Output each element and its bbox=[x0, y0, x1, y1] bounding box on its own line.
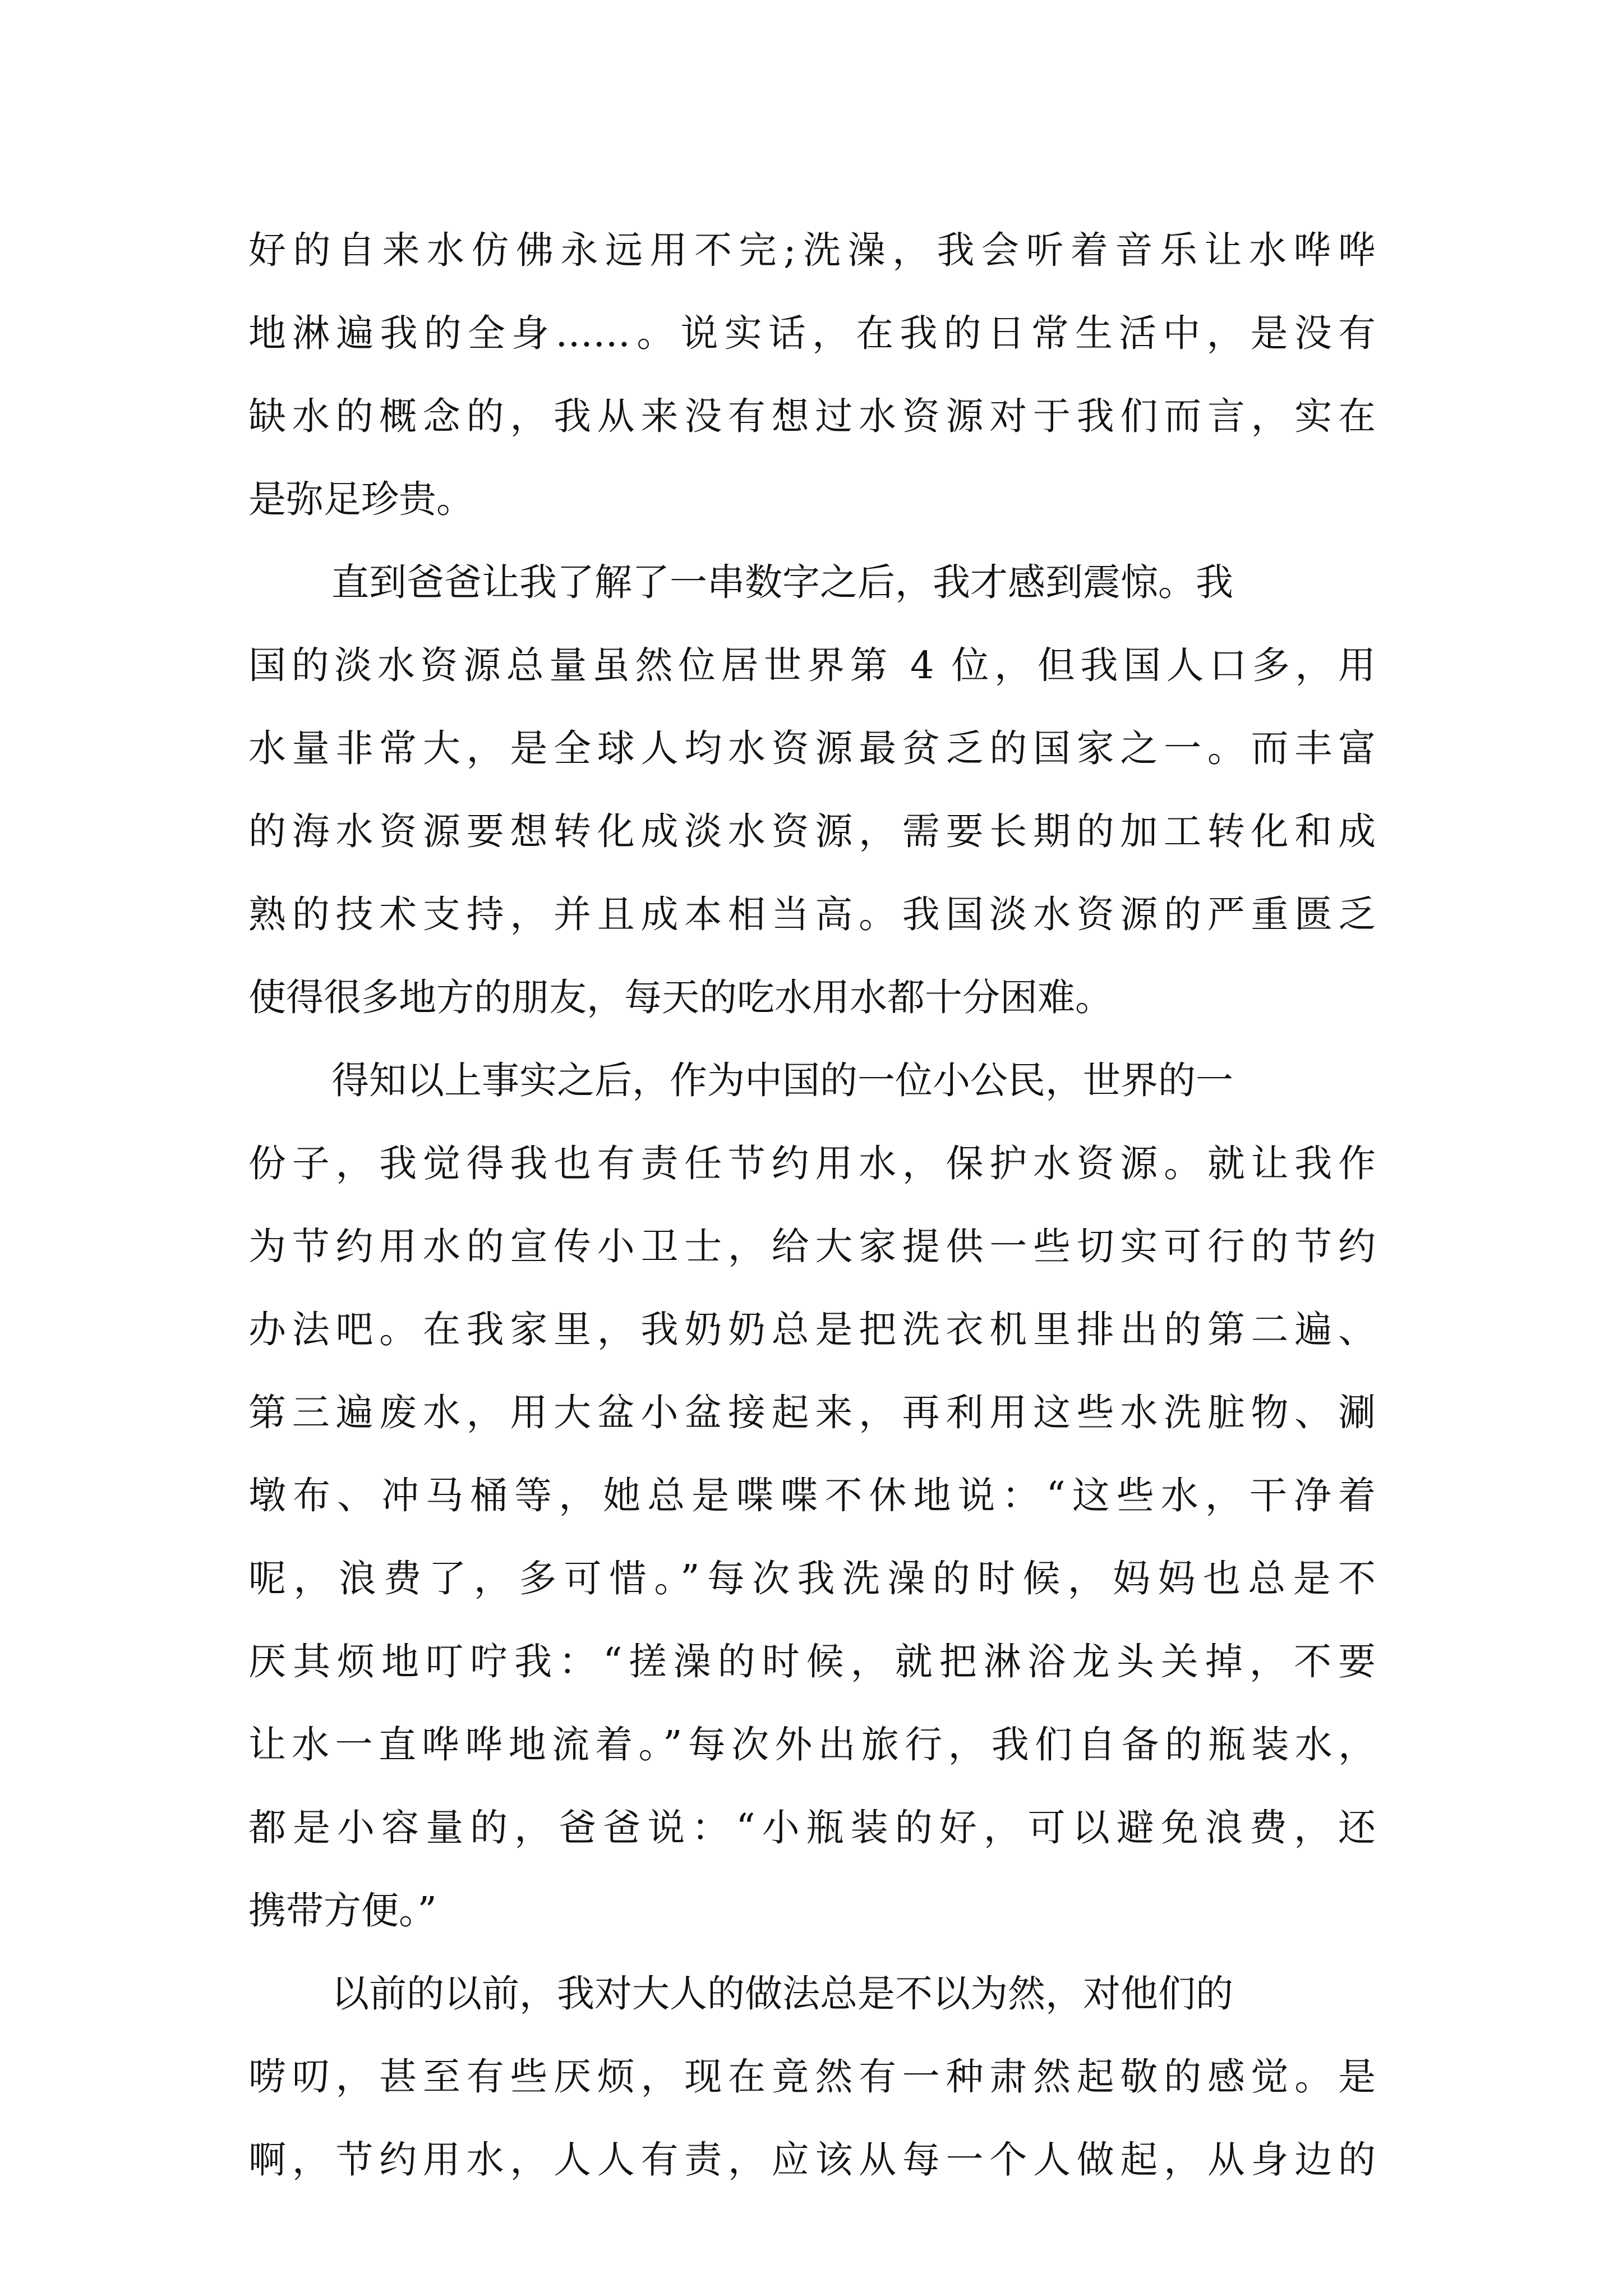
text-line: 都是小容量的，爸爸说：“小瓶装的好，可以避免浪费，还 bbox=[248, 1806, 1376, 1849]
text-line: 呢，浪费了，多可惜。”每次我洗澡的时候，妈妈也总是不 bbox=[248, 1557, 1376, 1600]
text-line: 的海水资源要想转化成淡水资源，需要长期的加工转化和成 bbox=[248, 809, 1376, 853]
text-line: 地淋遍我的全身……。说实话，在我的日常生活中，是没有 bbox=[248, 311, 1376, 355]
text-line: 直到爸爸让我了解了一串数字之后，我才感到震惊。我 bbox=[331, 560, 1233, 604]
text-line: 携带方便。” bbox=[248, 1889, 437, 1932]
text-line: 熟的技术支持，并且成本相当高。我国淡水资源的严重匮乏 bbox=[248, 892, 1376, 936]
text-line: 国的淡水资源总量虽然位居世界第 4 位，但我国人口多，用 bbox=[248, 643, 1376, 687]
text-line: 得知以上事实之后，作为中国的一位小公民，世界的一 bbox=[331, 1059, 1233, 1102]
body-text bbox=[248, 209, 1376, 2201]
text-line: 缺水的概念的，我从来没有想过水资源对于我们而言，实在 bbox=[248, 394, 1376, 438]
paragraph-2 bbox=[248, 541, 1376, 1039]
text-line: 份子，我觉得我也有责任节约用水，保护水资源。就让我作 bbox=[248, 1142, 1376, 1185]
text-line: 为节约用水的宣传小卫士，给大家提供一些切实可行的节约 bbox=[248, 1225, 1376, 1268]
text-line: 好的自来水仿佛永远用不完;洗澡，我会听着音乐让水哗哗 bbox=[248, 228, 1376, 272]
text-line: 第三遍废水，用大盆小盆接起来，再利用这些水洗脏物、涮 bbox=[248, 1391, 1376, 1434]
text-line: 办法吧。在我家里，我奶奶总是把洗衣机里排出的第二遍、 bbox=[248, 1308, 1376, 1351]
text-line: 墩布、冲马桶等，她总是喋喋不休地说：“这些水，干净着 bbox=[248, 1474, 1376, 1517]
paragraph-3 bbox=[248, 1039, 1376, 1952]
text-line: 啊，节约用水，人人有责，应该从每一个人做起，从身边的 bbox=[248, 2138, 1376, 2182]
text-line: 厌其烦地叮咛我：“搓澡的时候，就把淋浴龙头关掉，不要 bbox=[248, 1640, 1376, 1683]
paragraph-1 bbox=[248, 209, 1376, 541]
text-line: 以前的以前，我对大人的做法总是不以为然，对他们的 bbox=[331, 1972, 1233, 2016]
paragraph-4 bbox=[248, 1952, 1376, 2201]
text-line: 让水一直哗哗地流着。”每次外出旅行，我们自备的瓶装水， bbox=[248, 1723, 1376, 1766]
text-line: 唠叨，甚至有些厌烦，现在竟然有一种肃然起敬的感觉。是 bbox=[248, 2055, 1376, 2099]
text-line: 使得很多地方的朋友，每天的吃水用水都十分困难。 bbox=[248, 976, 1113, 1019]
text-line: 水量非常大，是全球人均水资源最贫乏的国家之一。而丰富 bbox=[248, 726, 1376, 770]
text-line: 是弥足珍贵。 bbox=[248, 477, 474, 521]
